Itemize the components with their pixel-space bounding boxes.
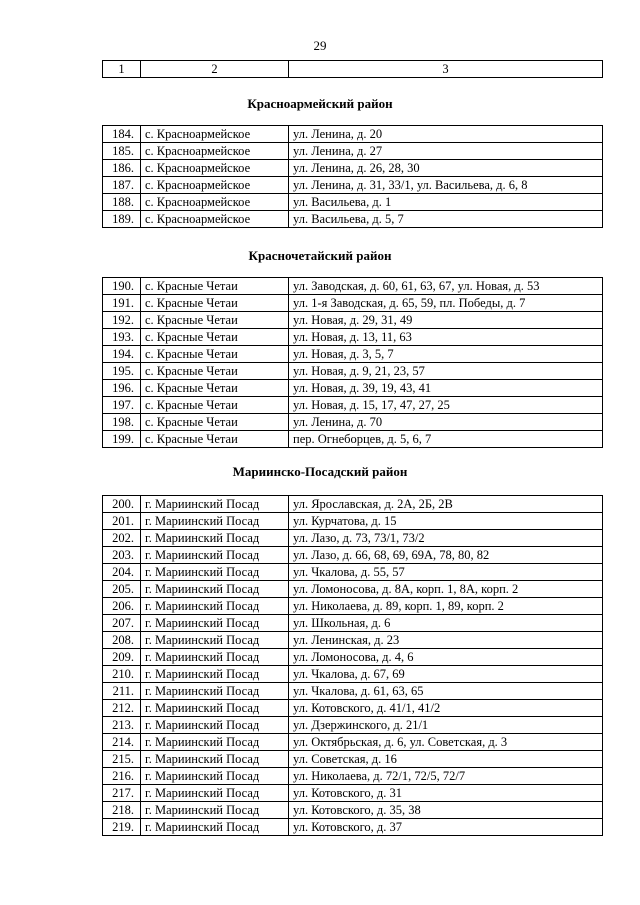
settlement: г. Мариинский Посад bbox=[141, 649, 289, 666]
table-row bbox=[103, 194, 603, 211]
address: ул. Котовского, д. 31 bbox=[289, 785, 603, 802]
settlement: г. Мариинский Посад bbox=[141, 717, 289, 734]
row-number: 186. bbox=[103, 160, 141, 177]
settlement: г. Мариинский Посад bbox=[141, 666, 289, 683]
address: ул. Ярославская, д. 2А, 2Б, 2В bbox=[289, 496, 603, 513]
settlement: г. Мариинский Посад bbox=[141, 700, 289, 717]
row-number: 208. bbox=[103, 632, 141, 649]
section-title-mariinsko-posadsky: Мариинско-Посадский район bbox=[232, 464, 408, 479]
address: ул. Новая, д. 3, 5, 7 bbox=[289, 346, 603, 363]
row-number: 202. bbox=[103, 530, 141, 547]
table-row bbox=[103, 346, 603, 363]
table-row bbox=[103, 380, 603, 397]
address: ул. Чкалова, д. 61, 63, 65 bbox=[289, 683, 603, 700]
settlement: г. Мариинский Посад bbox=[141, 615, 289, 632]
address: ул. Васильева, д. 5, 7 bbox=[289, 211, 603, 228]
row-number: 212. bbox=[103, 700, 141, 717]
column-header-1: 1 bbox=[103, 61, 141, 78]
table-row bbox=[103, 564, 603, 581]
row-number: 193. bbox=[103, 329, 141, 346]
table-row bbox=[103, 160, 603, 177]
table-row bbox=[103, 683, 603, 700]
row-number: 201. bbox=[103, 513, 141, 530]
section-title-krasnochetaysky: Красночетайский район bbox=[248, 248, 392, 263]
table-row bbox=[103, 312, 603, 329]
row-number: 209. bbox=[103, 649, 141, 666]
settlement: с. Красные Четаи bbox=[141, 414, 289, 431]
settlement: г. Мариинский Посад bbox=[141, 530, 289, 547]
settlement: г. Мариинский Посад bbox=[141, 683, 289, 700]
table-row bbox=[103, 666, 603, 683]
table-row bbox=[103, 632, 603, 649]
row-number: 207. bbox=[103, 615, 141, 632]
address: ул. 1-я Заводская, д. 65, 59, пл. Победы, д. 7 bbox=[289, 295, 603, 312]
settlement: с. Красные Четаи bbox=[141, 295, 289, 312]
row-number: 189. bbox=[103, 211, 141, 228]
address: ул. Ломоносова, д. 4, 6 bbox=[289, 649, 603, 666]
settlement: г. Мариинский Посад bbox=[141, 581, 289, 598]
address: ул. Чкалова, д. 67, 69 bbox=[289, 666, 603, 683]
row-number: 187. bbox=[103, 177, 141, 194]
row-number: 217. bbox=[103, 785, 141, 802]
row-number: 192. bbox=[103, 312, 141, 329]
address: ул. Новая, д. 13, 11, 63 bbox=[289, 329, 603, 346]
row-number: 215. bbox=[103, 751, 141, 768]
row-number: 210. bbox=[103, 666, 141, 683]
table-row bbox=[103, 751, 603, 768]
settlement: с. Красные Четаи bbox=[141, 363, 289, 380]
row-number: 214. bbox=[103, 734, 141, 751]
settlement: с. Красные Четаи bbox=[141, 312, 289, 329]
settlement: г. Мариинский Посад bbox=[141, 768, 289, 785]
settlement: г. Мариинский Посад bbox=[141, 496, 289, 513]
table-row bbox=[103, 397, 603, 414]
address: ул. Ленина, д. 26, 28, 30 bbox=[289, 160, 603, 177]
address: ул. Ленинская, д. 23 bbox=[289, 632, 603, 649]
table-row bbox=[103, 211, 603, 228]
column-header-3: 3 bbox=[289, 61, 603, 78]
address: ул. Котовского, д. 41/1, 41/2 bbox=[289, 700, 603, 717]
row-number: 204. bbox=[103, 564, 141, 581]
section-table-mariinsko-posadsky bbox=[102, 495, 603, 836]
table-row bbox=[103, 143, 603, 160]
row-number: 211. bbox=[103, 683, 141, 700]
settlement: с. Красноармейское bbox=[141, 126, 289, 143]
address: ул. Новая, д. 39, 19, 43, 41 bbox=[289, 380, 603, 397]
row-number: 216. bbox=[103, 768, 141, 785]
address: ул. Васильева, д. 1 bbox=[289, 194, 603, 211]
settlement: с. Красные Четаи bbox=[141, 431, 289, 448]
address: ул. Октябрьская, д. 6, ул. Советская, д. 3 bbox=[289, 734, 603, 751]
address: ул. Ломоносова, д. 8А, корп. 1, 8А, корп. 2 bbox=[289, 581, 603, 598]
column-header-2: 2 bbox=[141, 61, 289, 78]
settlement: г. Мариинский Посад bbox=[141, 564, 289, 581]
settlement: г. Мариинский Посад bbox=[141, 785, 289, 802]
section-title-krasnoarmeysky: Красноармейский район bbox=[247, 96, 393, 111]
table-row bbox=[103, 496, 603, 513]
table-row bbox=[103, 513, 603, 530]
table-row bbox=[103, 431, 603, 448]
table-row bbox=[103, 414, 603, 431]
settlement: г. Мариинский Посад bbox=[141, 598, 289, 615]
settlement: г. Мариинский Посад bbox=[141, 819, 289, 836]
table-row bbox=[103, 177, 603, 194]
row-number: 206. bbox=[103, 598, 141, 615]
column-header-table bbox=[102, 60, 603, 78]
settlement: г. Мариинский Посад bbox=[141, 513, 289, 530]
settlement: с. Красноармейское bbox=[141, 211, 289, 228]
row-number: 185. bbox=[103, 143, 141, 160]
address: ул. Чкалова, д. 55, 57 bbox=[289, 564, 603, 581]
address: ул. Котовского, д. 35, 38 bbox=[289, 802, 603, 819]
table-row bbox=[103, 530, 603, 547]
table-row bbox=[103, 547, 603, 564]
table-row bbox=[103, 295, 603, 312]
table-row bbox=[103, 819, 603, 836]
table-row bbox=[103, 581, 603, 598]
row-number: 190. bbox=[103, 278, 141, 295]
table-row bbox=[103, 598, 603, 615]
address: ул. Новая, д. 15, 17, 47, 27, 25 bbox=[289, 397, 603, 414]
table-row bbox=[103, 785, 603, 802]
settlement: г. Мариинский Посад bbox=[141, 547, 289, 564]
row-number: 199. bbox=[103, 431, 141, 448]
row-number: 203. bbox=[103, 547, 141, 564]
address: ул. Дзержинского, д. 21/1 bbox=[289, 717, 603, 734]
settlement: с. Красные Четаи bbox=[141, 329, 289, 346]
row-number: 198. bbox=[103, 414, 141, 431]
table-row bbox=[103, 126, 603, 143]
address: ул. Советская, д. 16 bbox=[289, 751, 603, 768]
address: ул. Котовского, д. 37 bbox=[289, 819, 603, 836]
row-number: 218. bbox=[103, 802, 141, 819]
settlement: с. Красные Четаи bbox=[141, 278, 289, 295]
row-number: 184. bbox=[103, 126, 141, 143]
row-number: 197. bbox=[103, 397, 141, 414]
settlement: г. Мариинский Посад bbox=[141, 802, 289, 819]
address: ул. Курчатова, д. 15 bbox=[289, 513, 603, 530]
address: ул. Лазо, д. 66, 68, 69, 69А, 78, 80, 82 bbox=[289, 547, 603, 564]
column-header-row bbox=[103, 61, 603, 78]
row-number: 195. bbox=[103, 363, 141, 380]
row-number: 194. bbox=[103, 346, 141, 363]
settlement: с. Красноармейское bbox=[141, 194, 289, 211]
table-row bbox=[103, 615, 603, 632]
address: ул. Ленина, д. 31, 33/1, ул. Васильева, д. 6, 8 bbox=[289, 177, 603, 194]
settlement: с. Красноармейское bbox=[141, 143, 289, 160]
table-row bbox=[103, 768, 603, 785]
address: ул. Николаева, д. 89, корп. 1, 89, корп. 2 bbox=[289, 598, 603, 615]
address: ул. Ленина, д. 27 bbox=[289, 143, 603, 160]
address: ул. Школьная, д. 6 bbox=[289, 615, 603, 632]
row-number: 188. bbox=[103, 194, 141, 211]
table-row bbox=[103, 734, 603, 751]
table-row bbox=[103, 363, 603, 380]
page-number: 29 bbox=[313, 38, 327, 53]
row-number: 196. bbox=[103, 380, 141, 397]
row-number: 191. bbox=[103, 295, 141, 312]
address: ул. Новая, д. 29, 31, 49 bbox=[289, 312, 603, 329]
address: ул. Лазо, д. 73, 73/1, 73/2 bbox=[289, 530, 603, 547]
address: пер. Огнеборцев, д. 5, 6, 7 bbox=[289, 431, 603, 448]
settlement: с. Красные Четаи bbox=[141, 346, 289, 363]
settlement: с. Красноармейское bbox=[141, 177, 289, 194]
section-table-krasnoarmeysky bbox=[102, 125, 603, 228]
address: ул. Заводская, д. 60, 61, 63, 67, ул. Новая, д. 53 bbox=[289, 278, 603, 295]
address: ул. Ленина, д. 70 bbox=[289, 414, 603, 431]
table-row bbox=[103, 649, 603, 666]
address: ул. Николаева, д. 72/1, 72/5, 72/7 bbox=[289, 768, 603, 785]
table-row bbox=[103, 278, 603, 295]
settlement: г. Мариинский Посад bbox=[141, 751, 289, 768]
row-number: 205. bbox=[103, 581, 141, 598]
table-row bbox=[103, 802, 603, 819]
address: ул. Ленина, д. 20 bbox=[289, 126, 603, 143]
settlement: с. Красноармейское bbox=[141, 160, 289, 177]
address: ул. Новая, д. 9, 21, 23, 57 bbox=[289, 363, 603, 380]
settlement: с. Красные Четаи bbox=[141, 397, 289, 414]
table-row bbox=[103, 700, 603, 717]
table-row bbox=[103, 717, 603, 734]
row-number: 213. bbox=[103, 717, 141, 734]
row-number: 200. bbox=[103, 496, 141, 513]
settlement: г. Мариинский Посад bbox=[141, 632, 289, 649]
row-number: 219. bbox=[103, 819, 141, 836]
table-row bbox=[103, 329, 603, 346]
settlement: г. Мариинский Посад bbox=[141, 734, 289, 751]
settlement: с. Красные Четаи bbox=[141, 380, 289, 397]
section-table-krasnochetaysky bbox=[102, 277, 603, 448]
